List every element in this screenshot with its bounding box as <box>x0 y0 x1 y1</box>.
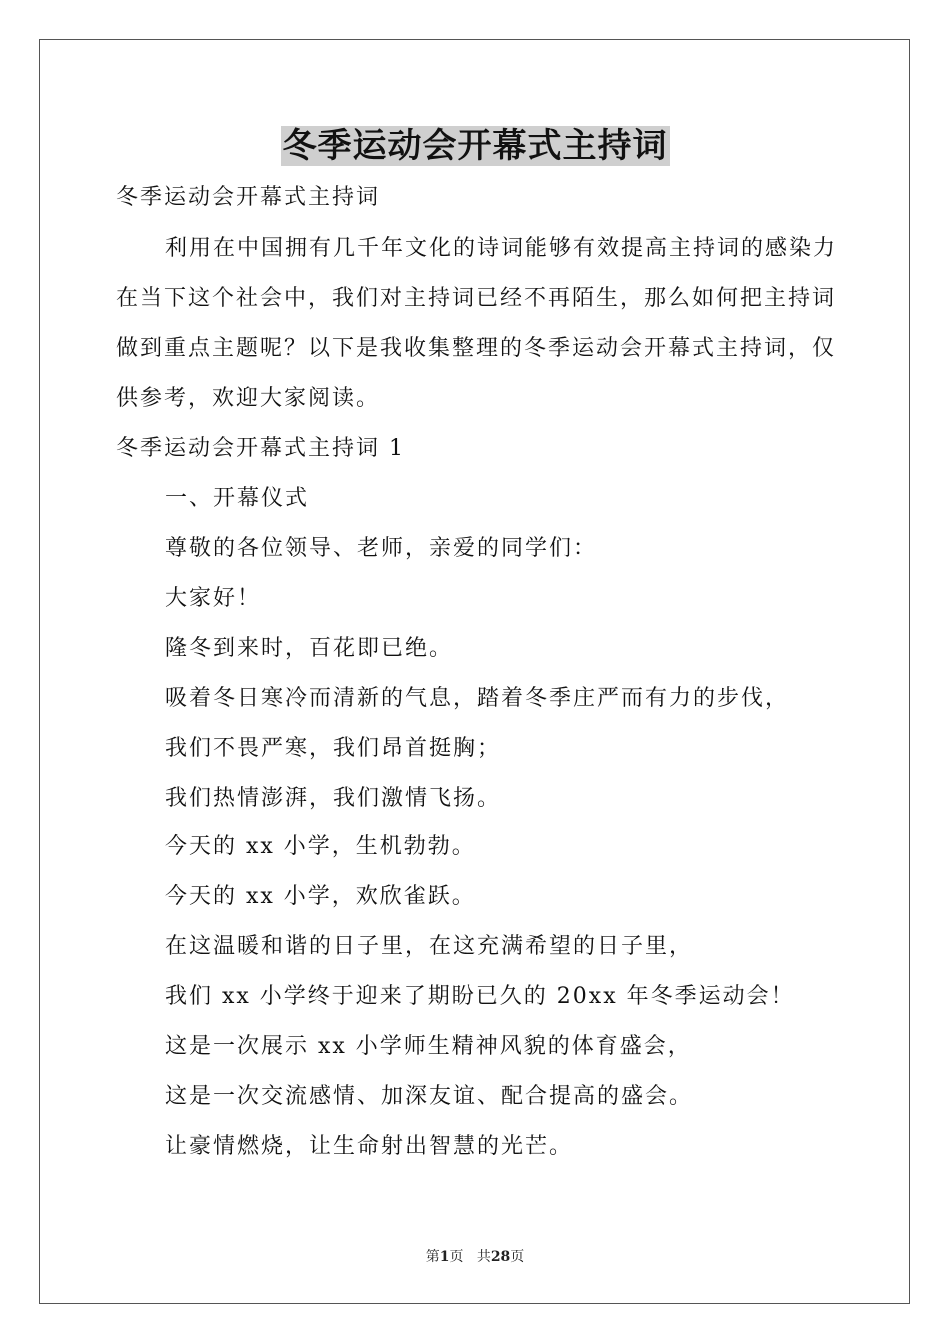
body-line-4: 吸着冬日寒冷而清新的气息，踏着冬季庄严而有力的步伐， <box>165 686 790 711</box>
body-line-9: 在这温暖和谐的日子里，在这充满希望的日子里， <box>165 934 694 959</box>
intro-line-4: 供参考，欢迎大家阅读。 <box>116 386 381 411</box>
intro-line-1: 利用在中国拥有几千年文化的诗词能够有效提高主持词的感染力 <box>165 236 838 261</box>
intro-line-2: 在当下这个社会中，我们对主持词已经不再陌生，那么如何把主持词 <box>116 286 837 311</box>
body-line-12: 这是一次交流感情、加深友谊、配合提高的盛会。 <box>165 1084 694 1109</box>
body-line-5: 我们不畏严寒，我们昂首挺胸； <box>165 736 502 761</box>
body-line-13: 让豪情燃烧，让生命射出智慧的光芒。 <box>165 1134 574 1159</box>
body-line-7: 今天的 xx 小学，生机勃勃。 <box>165 834 476 859</box>
page-number: 1 <box>439 1249 450 1265</box>
body-line-6: 我们热情澎湃，我们激情飞扬。 <box>165 786 502 811</box>
document-title <box>0 122 950 170</box>
page-prefix: 第 <box>425 1249 440 1265</box>
total-pages: 28 <box>490 1249 511 1265</box>
total-suffix: 页 <box>510 1249 525 1265</box>
body-line-3: 隆冬到来时，百花即已绝。 <box>165 636 454 661</box>
section-heading: 冬季运动会开幕式主持词 1 <box>116 436 405 461</box>
page-footer <box>0 1247 950 1267</box>
page-suffix: 页 <box>449 1249 464 1265</box>
body-line-2: 大家好！ <box>165 586 262 611</box>
body-line-1: 尊敬的各位领导、老师，亲爱的同学们： <box>165 536 598 561</box>
intro-line-3: 做到重点主题呢？以下是我收集整理的冬季运动会开幕式主持词，仅 <box>116 336 837 361</box>
document-title-text: 冬季运动会开幕式主持词 <box>282 126 668 166</box>
body-line-8: 今天的 xx 小学，欢欣雀跃。 <box>165 884 476 909</box>
body-line-11: 这是一次展示 xx 小学师生精神风貌的体育盛会， <box>165 1034 692 1059</box>
document-subtitle: 冬季运动会开幕式主持词 <box>116 185 381 210</box>
page-border <box>39 39 910 1304</box>
part-heading: 一、开幕仪式 <box>165 486 310 511</box>
body-line-10: 我们 xx 小学终于迎来了期盼已久的 20xx 年冬季运动会！ <box>165 984 795 1009</box>
total-prefix: 共 <box>476 1249 491 1265</box>
